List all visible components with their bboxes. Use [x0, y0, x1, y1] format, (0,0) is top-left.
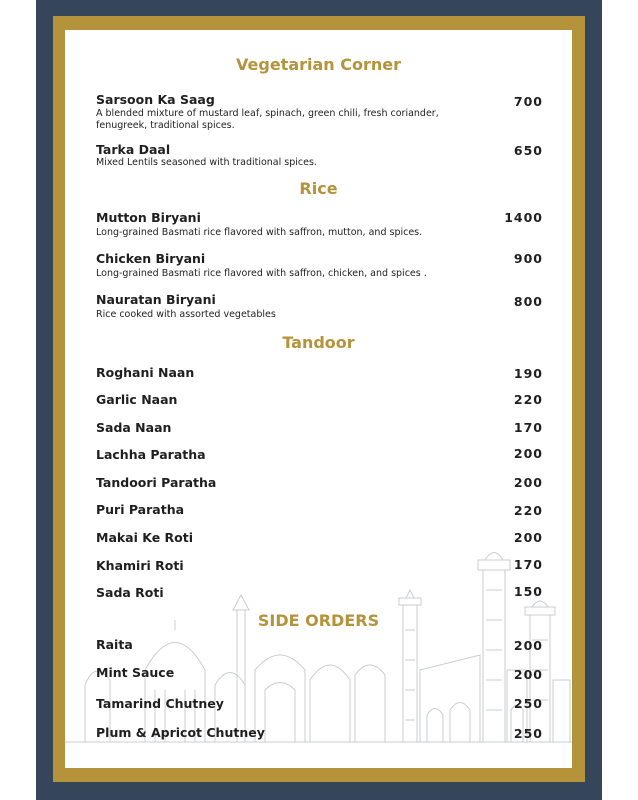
menu-item-name: Puri Paratha: [96, 502, 185, 517]
menu-item-description: Rice cooked with assorted vegetables: [96, 309, 276, 320]
menu-item-name: Lachha Paratha: [96, 447, 206, 462]
menu-item-price: 200: [513, 475, 543, 490]
menu-item-name: Garlic Naan: [96, 392, 178, 407]
menu-item-name: Tandoori Paratha: [96, 475, 217, 490]
menu-item-price: 1400: [504, 210, 543, 225]
menu-item-price: 650: [513, 143, 543, 158]
menu-item-price: 200: [513, 667, 543, 682]
menu-item-description: Long-grained Basmati rice flavored with saffron, chicken, and spices .: [96, 268, 427, 279]
menu-item-price: 220: [513, 503, 543, 518]
section-title-vegetarian: Vegetarian Corner: [236, 55, 401, 74]
menu-item-price: 700: [513, 94, 543, 109]
menu-item-name: Tarka Daal: [96, 142, 171, 157]
menu-item-price: 200: [513, 638, 543, 653]
menu-item-name: Khamiri Roti: [96, 558, 184, 573]
section-title-side-orders: SIDE ORDERS: [257, 611, 380, 630]
menu-item-price: 170: [513, 420, 543, 435]
menu-item-name: Sarsoon Ka Saag: [96, 92, 215, 107]
menu-item-price: 170: [513, 557, 543, 572]
menu-item-name: Tamarind Chutney: [96, 696, 224, 711]
menu-item-name: Roghani Naan: [96, 365, 195, 380]
menu-item-price: 900: [513, 251, 543, 266]
menu-item-name: Nauratan Biryani: [96, 292, 216, 307]
menu-item-price: 190: [513, 366, 543, 381]
menu-item-price: 800: [513, 294, 543, 309]
menu-item-price: 200: [513, 446, 543, 461]
menu-item-name: Sada Naan: [96, 420, 172, 435]
section-title-tandoor: Tandoor: [282, 333, 355, 352]
menu-item-price: 200: [513, 530, 543, 545]
menu-item-price: 250: [513, 726, 543, 741]
menu-item-description: Long-grained Basmati rice flavored with saffron, mutton, and spices.: [96, 227, 423, 238]
menu-item-price: 250: [513, 696, 543, 711]
menu-item-price: 220: [513, 392, 543, 407]
menu-item-price: 150: [513, 584, 543, 599]
menu-item-description: A blended mixture of mustard leaf, spinach, green chili, fresh coriander, fenugreek, traditional spices.: [96, 108, 439, 131]
menu-item-name: Plum & Apricot Chutney: [96, 725, 265, 740]
menu-item-name: Chicken Biryani: [96, 251, 206, 266]
section-title-rice: Rice: [299, 179, 338, 198]
menu-item-name: Sada Roti: [96, 585, 164, 600]
menu-page: [65, 30, 572, 768]
menu-item-name: Raita: [96, 637, 133, 652]
menu-item-description: Mixed Lentils seasoned with traditional spices.: [96, 157, 317, 168]
menu-item-name: Mutton Biryani: [96, 210, 201, 225]
menu-item-name: Mint Sauce: [96, 665, 175, 680]
menu-item-name: Makai Ke Roti: [96, 530, 194, 545]
